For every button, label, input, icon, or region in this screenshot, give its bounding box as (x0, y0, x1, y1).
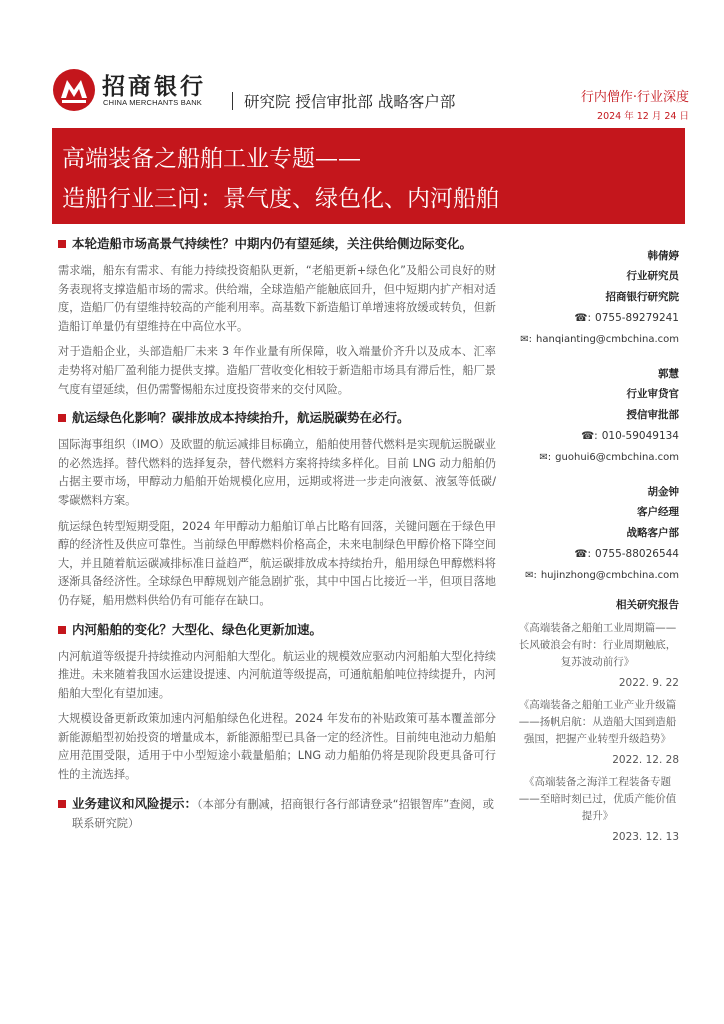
related-report-link[interactable]: 《高端装备之海洋工程装备专题——至暗时刻已过，优质产能价值提升》 (518, 776, 677, 822)
department-list: 研究院 授信审批部 战略客户部 (244, 93, 456, 111)
business-advice (58, 794, 496, 833)
bullet-square-icon (58, 626, 66, 634)
sidebar (516, 246, 679, 845)
section-heading: 航运绿色化影响？碳排放成本持续抬升，航运脱碳势在必行。 (58, 408, 496, 428)
header-divider (232, 92, 233, 110)
advice-label: 业务建议和风险提示： (72, 795, 198, 811)
paragraph: 内河航道等级提升持续推动内河船舶大型化。航运业的规模效应驱动内河船舶大型化持续推进。未来随着我国水运建设提速、内河航道等级提高，可通航船舶吨位持续提升，内河船舶大型化有望加速。 (58, 649, 496, 700)
envelope-icon: ✉: (520, 334, 533, 345)
analyst-card (516, 482, 679, 586)
report-header (0, 0, 724, 128)
related-report-date: 2022. 9. 22 (618, 677, 679, 689)
analyst-name: 胡金钟 (647, 486, 679, 498)
paragraph: 国际海事组织（IMO）及欧盟的航运减排目标确立，船舶使用替代燃料是实现航运脱碳业的必然选择。替代燃料的选择复杂，替代燃料方案将持续多样化。目前 LNG 动力船舶仍占据主要市场，甲醇动力船舶开始规模化应用，远期或将进一步走向液氨、液氢等低碳/零碳燃料方案。 (58, 438, 496, 507)
bullet-square-icon (58, 800, 66, 808)
telephone-icon: ☎: (574, 548, 592, 560)
analyst-name: 韩倩婷 (647, 250, 679, 262)
analyst-phone: ☎: 010-59049134 (516, 426, 679, 447)
title-line-1: 高端装备之船舶工业专题—— (62, 146, 361, 172)
advice-text: （本部分有删减，招商银行各行部请登录“招银智库”查阅，或联系研究院） (72, 797, 494, 830)
bullet-square-icon (58, 240, 66, 248)
analyst-phone: ☎: 0755-89279241 (516, 308, 679, 329)
envelope-icon: ✉: (525, 570, 537, 581)
analyst-org: 战略客户部 (626, 527, 679, 539)
section-heading: 内河船舶的变化？大型化、绿色化更新加速。 (58, 620, 496, 640)
paragraph: 航运绿色转型短期受阻，2024 年甲醇动力船舶订单占比略有回落，关键问题在于绿色甲醇的经济性及供应可靠性。当前绿色甲醇燃料价格高企，未来电制绿色甲醇价格下降空间大，并且随着航运碳减排标准日益趋严，航运碳排放成本持续抬升，船用绿色甲醇燃料将逐渐具备经济性。全球绿色甲醇规划产能急剧扩张，其中中国占比接近一半，但项目落地仍存疑，船用燃料供给仍有可能存在缺口。 (58, 519, 496, 607)
title-banner (52, 128, 685, 224)
analyst-role: 行业研究员 (626, 270, 679, 282)
related-report-date: 2023. 12. 13 (612, 831, 679, 843)
analyst-org: 授信审批部 (626, 409, 679, 421)
brand-name-cn: 招商银行 (102, 73, 206, 100)
analyst-card (516, 364, 679, 468)
related-report-date: 2022. 12. 28 (612, 754, 679, 766)
bullet-square-icon (58, 414, 66, 422)
paragraph: 对于造船企业，头部造船厂未来 3 年作业量有所保障，收入端量价齐升以及成本、汇率走势将对船厂盈利能力提供支撑。造船厂营收变化相较于新造船市场具有滞后性，船厂景气度有望延续，但仍需警惕船东过度投资带来的交付风险。 (58, 345, 496, 396)
telephone-icon: ☎: (581, 430, 598, 442)
paragraph: 需求端，船东有需求、有能力持续投资船队更新，“老船更新+绿色化”及船公司良好的财务表现将支撑造船市场的需求。供给端，全球造船产能触底回升，但中短期内扩产相对适度，造船厂仍有望维持较高的产能利用率。高基数下新造船订单增速将放缓或转负，但新造船订单量仍有望维持在中高位水平。 (58, 264, 496, 333)
cmb-logo-icon (52, 68, 96, 112)
analyst-email[interactable]: ✉: guohui6@cmbchina.com (516, 447, 679, 468)
section-2 (58, 408, 496, 610)
envelope-icon: ✉: (539, 452, 552, 463)
section-3 (58, 620, 496, 785)
report-type: 行内僧作·行业深度 (580, 90, 689, 105)
analyst-name: 郭慧 (658, 368, 679, 380)
related-report-link[interactable]: 《高端装备之船舶工业周期篇——长风破浪会有时：行业周期触底，复苏波动前行》 (518, 622, 677, 668)
title-line-2: 造船行业三问：景气度、绿色化、内河船舶 (62, 186, 499, 212)
related-reports-title: 相关研究报告 (616, 599, 679, 611)
telephone-icon: ☎: (574, 312, 592, 324)
report-date: 2024 年 12 月 24 日 (597, 111, 689, 122)
analyst-role: 行业审贷官 (626, 388, 679, 400)
analyst-org: 招商银行研究院 (605, 291, 679, 303)
analyst-card (516, 246, 679, 350)
main-content (58, 234, 496, 833)
analyst-role: 客户经理 (637, 506, 679, 518)
brand-name-en: CHINA MERCHANTS BANK (103, 98, 203, 107)
section-heading: 本轮造船市场高景气持续性？中期内仍有望延续，关注供给侧边际变化。 (58, 234, 496, 254)
analyst-phone: ☎: 0755-88026544 (516, 544, 679, 565)
paragraph: 大规模设备更新政策加速内河船舶绿色化进程。2024 年发布的补贴政策可基本覆盖部分新能源船型初始投资的增量成本，新能源船型已具备一定的经济性。目前纯电池动力船舶应用范围受限，适用于中小型短途小载量船舶；LNG 动力船舶仍将是现阶段更具备可行性的主流选择。 (58, 712, 496, 782)
related-report-link[interactable]: 《高端装备之船舶工业产业升级篇——扬帆启航：从造船大国到造船强国，把握产业转型升级趋势》 (518, 699, 677, 745)
analyst-email[interactable]: ✉: hujinzhong@cmbchina.com (516, 565, 679, 586)
analyst-email[interactable]: ✉: hanqianting@cmbchina.com (516, 329, 679, 350)
section-1 (58, 234, 496, 399)
